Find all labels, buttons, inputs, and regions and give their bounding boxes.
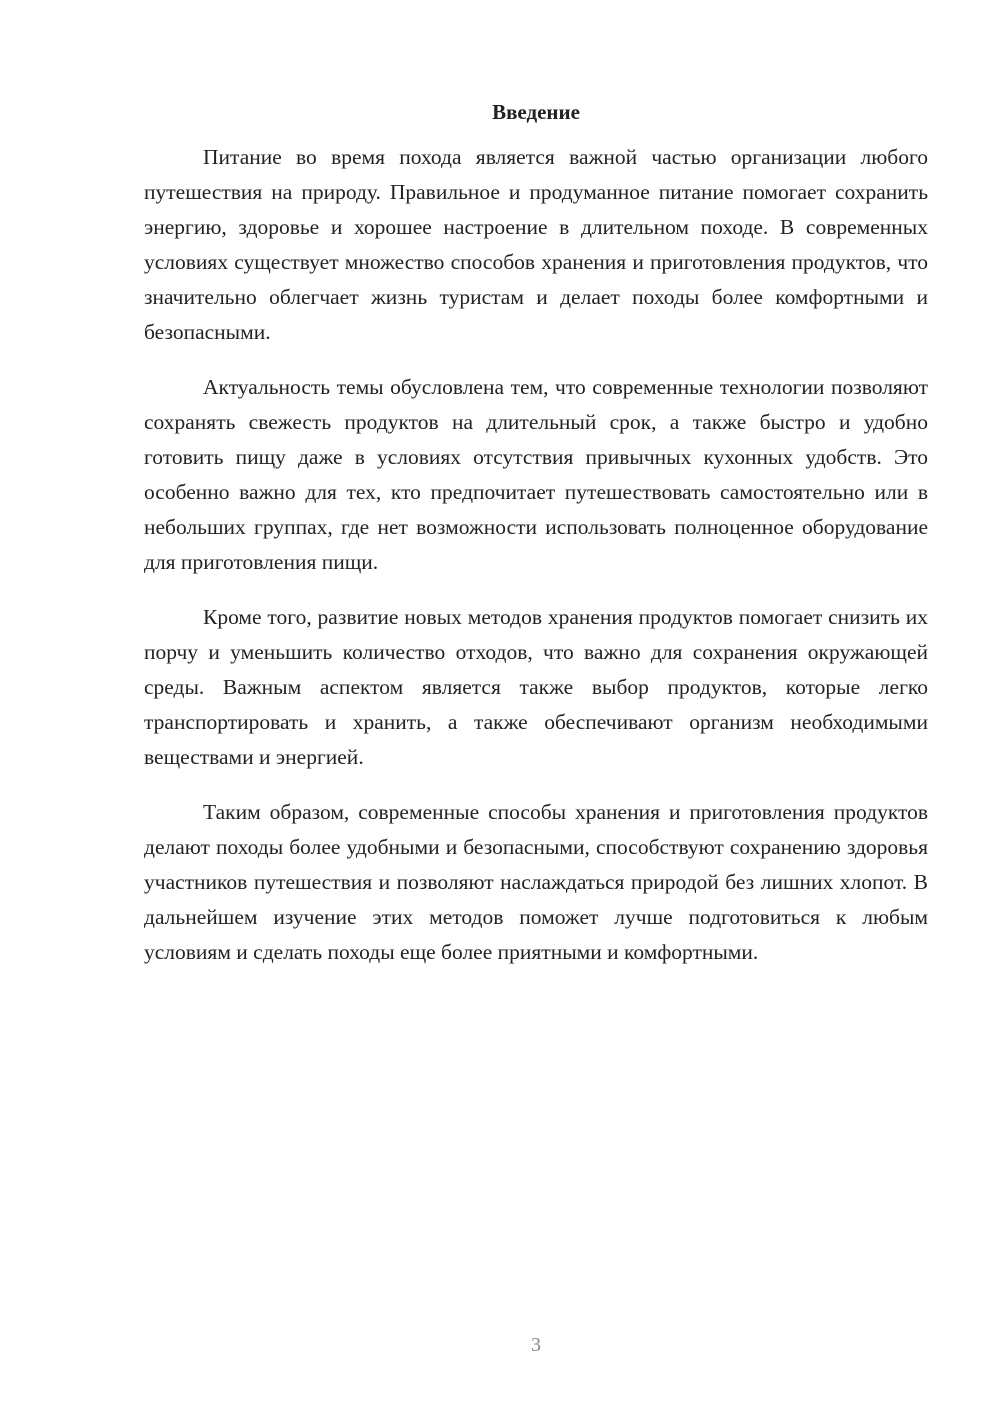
page-number: 3	[531, 1334, 541, 1356]
paragraph-4: Таким образом, современные способы хранения и приготовления продуктов делают походы более удобными и безопасными, способствуют сохранению здоровья участников путешествия и позволяют наслаждаться природой без лишних хлопот. В дальнейшем изучение этих методов поможет лучше подготовиться к любым условиям и сделать походы еще более приятными и комфортными.	[144, 800, 928, 964]
paragraph-2: Актуальность темы обусловлена тем, что современные технологии позволяют сохранять свежесть продуктов на длительный срок, а также быстро и удобно готовить пищу даже в условиях отсутствия привычных кухонных удобств. Это особенно важно для тех, кто предпочитает путешествовать самостоятельно или в небольших группах, где нет возможности использовать полноценное оборудование для приготовления пищи.	[144, 375, 928, 574]
paragraph-1: Питание во время похода является важной частью организации любого путешествия на природу. Правильное и продуманное питание помогает сохранить энергию, здоровье и хорошее настроение в длительном походе. В современных условиях существует множество способов хранения и приготовления продуктов, что значительно облегчает жизнь туристам и делает походы более комфортными и безопасными.	[144, 145, 928, 344]
section-title: Введение	[492, 100, 580, 124]
page-content	[144, 98, 928, 990]
paragraph-3: Кроме того, развитие новых методов хранения продуктов помогает снизить их порчу и уменьшить количество отходов, что важно для сохранения окружающей среды. Важным аспектом является также выбор продуктов, которые легко транспортировать и хранить, а также обеспечивают организм необходимыми веществами и энергией.	[144, 605, 928, 769]
